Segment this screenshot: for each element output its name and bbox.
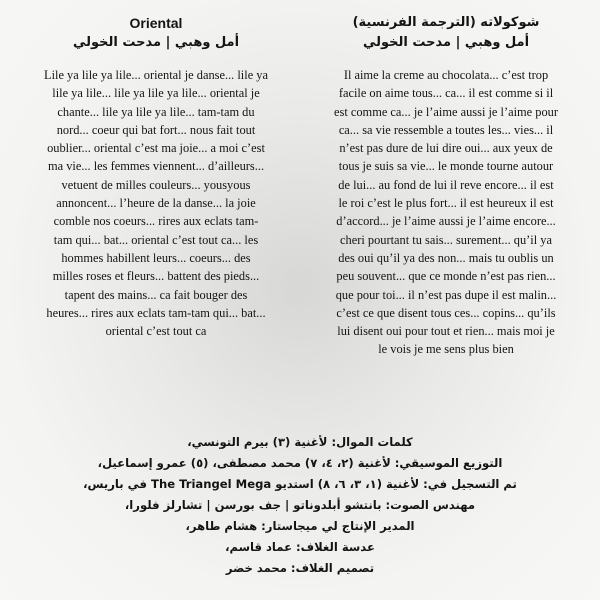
lyric-line: lui disent oui pour tout et rien... mais moi je xyxy=(337,324,555,339)
right-column xyxy=(314,14,578,359)
lyric-line: hommes habillent leurs... coeurs... des xyxy=(61,250,251,265)
lyric-line: peu souvent... que ce monde n’est pas rien... xyxy=(336,269,556,284)
lyric-line: tam qui... bat... oriental c’est tout ca... les xyxy=(53,232,259,247)
lyric-line: des oui qu’il ya des non... mais tu oublis un xyxy=(338,250,554,265)
lyric-line: de lui... au fond de lui il reve encore... il est xyxy=(338,177,554,192)
lyric-line: ca... sa vie ressemble a toutes les... vies... il xyxy=(338,122,554,137)
lyric-line: tapent des mains... ca fait bouger des xyxy=(64,287,248,302)
lyrics-block xyxy=(314,66,578,359)
lyric-line: le vois je me sens plus bien xyxy=(378,342,514,357)
credit-line: المدير الإنتاج لي ميجاستار: هشام طاهر، xyxy=(185,519,415,533)
lyric-line: oublier... oriental c’est ma joie... a moi c’est xyxy=(47,141,265,156)
credit-line: تصميم الغلاف: محمد خضر xyxy=(225,561,375,575)
lyric-line: heures... rires aux eclats tam-tam qui... bat... xyxy=(46,305,266,320)
lyric-line: annoncent... l’heure de la danse... la joie xyxy=(56,196,256,211)
lyric-line: c’est ce que disent tous ces... copins... qu’ils xyxy=(336,305,556,320)
lyric-line: lile ya lile... lile ya lile ya lile... oriental je xyxy=(52,86,260,101)
lyric-line: Il aime la creme au chocolata... c’est trop xyxy=(343,68,549,82)
lyric-line: n’est pas dure de lui dire oui... aux yeux de xyxy=(339,141,553,156)
lyric-line: facile on aime tous... ca... il est comme si il xyxy=(338,86,554,101)
left-column xyxy=(26,14,286,340)
lyric-line: d’accord... je l’aime aussi je l’aime encore... xyxy=(336,214,556,229)
lyric-line: Lile ya lile ya lile... oriental je danse... lile ya xyxy=(44,68,268,82)
lyric-line: vetuent de milles couleurs... yousyous xyxy=(61,177,251,192)
album-credits xyxy=(0,432,600,579)
lyric-line: ma vie... les femmes viennent... d’ailleurs... xyxy=(47,159,265,174)
lyric-line: cheri pourtant tu sais... surement... qu’il ya xyxy=(340,232,552,247)
lyric-line: tous je suis sa vie... le monde tourne autour xyxy=(338,159,554,174)
lyric-line: chante... lile ya lile ya lile... tam-tam du xyxy=(57,104,255,119)
song-title: شوكولاته (الترجمة الفرنسية) xyxy=(352,15,540,30)
credit-line: كلمات الموال: لأغنية (٣) بيرم التونسي، xyxy=(187,435,413,449)
credit-line: التوزيع الموسيقي: لأغنية (٢، ٤، ٧) محمد مصطفى، (٥) عمرو إسماعيل، xyxy=(97,456,503,470)
credit-line: عدسة الغلاف: عماد قاسم، xyxy=(225,540,375,554)
lyric-line: oriental c’est tout ca xyxy=(105,324,207,339)
lyric-line: que pour toi... il n’est pas dupe il est malin... xyxy=(335,287,557,302)
lyric-line: comble nos coeurs... rires aux eclats tam- xyxy=(53,214,259,229)
song-credit: أمل وهبي | مدحت الخولي xyxy=(362,35,530,50)
credit-line: تم التسجيل في: لأغنية (١، ٣، ٦، ٨) استديو The Triangel Mega في باريس، xyxy=(83,477,517,491)
lyric-line: nord... coeur qui bat fort... nous fait tout xyxy=(56,122,256,137)
song-title: Oriental xyxy=(129,15,183,31)
lyrics-block xyxy=(26,66,286,340)
credit-line: مهندس الصوت: بانتشو أبلدوناتو | جف بورسن | تشارلز فلورا، xyxy=(124,498,476,512)
lyric-line: le roi c’est le plus fort... il est heureux il est xyxy=(338,196,554,211)
lyric-line: est comme ca... je l’aime aussi je l’aime pour xyxy=(334,104,558,119)
lyric-line: milles roses et fleurs... battent des pieds... xyxy=(52,269,260,284)
song-credit: أمل وهبي | مدحت الخولي xyxy=(72,35,240,50)
